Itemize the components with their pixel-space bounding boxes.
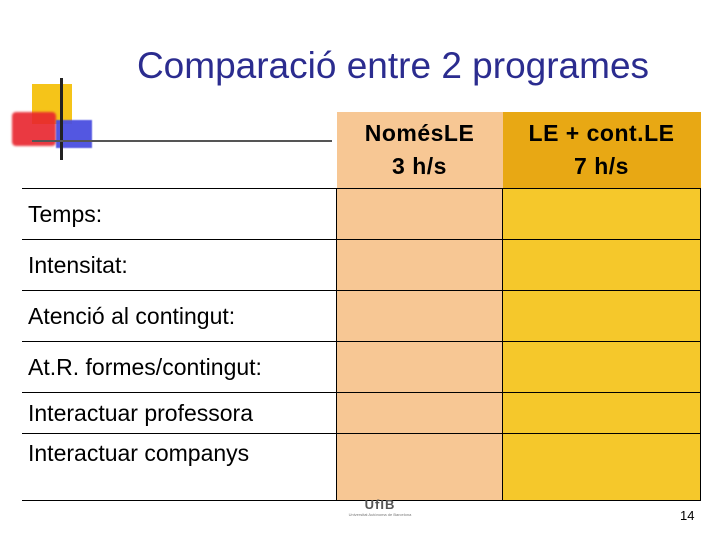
- cell-col2: [503, 291, 701, 342]
- cell-col2: [503, 393, 701, 434]
- row-label: Interactuar companys: [22, 434, 337, 501]
- cell-col1: [337, 434, 503, 501]
- cell-col1: [337, 291, 503, 342]
- table-row: [22, 342, 701, 393]
- page-number: 14: [680, 508, 695, 523]
- row-label: Temps:: [22, 189, 337, 240]
- university-logo-text: Universitat Autònoma de Barcelona: [348, 512, 412, 517]
- table-row: [22, 393, 701, 434]
- university-logo: [348, 497, 412, 517]
- row-label: Interactuar professora: [22, 393, 337, 434]
- column-header-2: [503, 112, 701, 189]
- cell-col2: [503, 342, 701, 393]
- table-row: [22, 291, 701, 342]
- cell-col2: [503, 434, 701, 501]
- table-row: [22, 189, 701, 240]
- cell-col1: [337, 393, 503, 434]
- table-row: [22, 434, 701, 501]
- cell-col1: [337, 240, 503, 291]
- row-label: Atenció al contingut:: [22, 291, 337, 342]
- header-empty-cell: [22, 112, 337, 189]
- comparison-table: [22, 112, 701, 501]
- university-logo-mark: UfIB: [364, 497, 396, 512]
- row-label: Intensitat:: [22, 240, 337, 291]
- column-header-1-hours: 3 h/s: [392, 153, 447, 179]
- column-header-2-hours: 7 h/s: [574, 153, 629, 179]
- cell-col2: [503, 240, 701, 291]
- slide-title: Comparació entre 2 programes: [136, 45, 650, 86]
- cell-col2: [503, 189, 701, 240]
- column-header-1: [337, 112, 503, 189]
- column-header-2-name: LE + cont.LE: [528, 120, 675, 146]
- column-header-1-name: NomésLE: [364, 120, 475, 146]
- cell-col1: [337, 342, 503, 393]
- row-label: At.R. formes/contingut:: [22, 342, 337, 393]
- table-header-row: [22, 112, 701, 189]
- cell-col1: [337, 189, 503, 240]
- table-row: [22, 240, 701, 291]
